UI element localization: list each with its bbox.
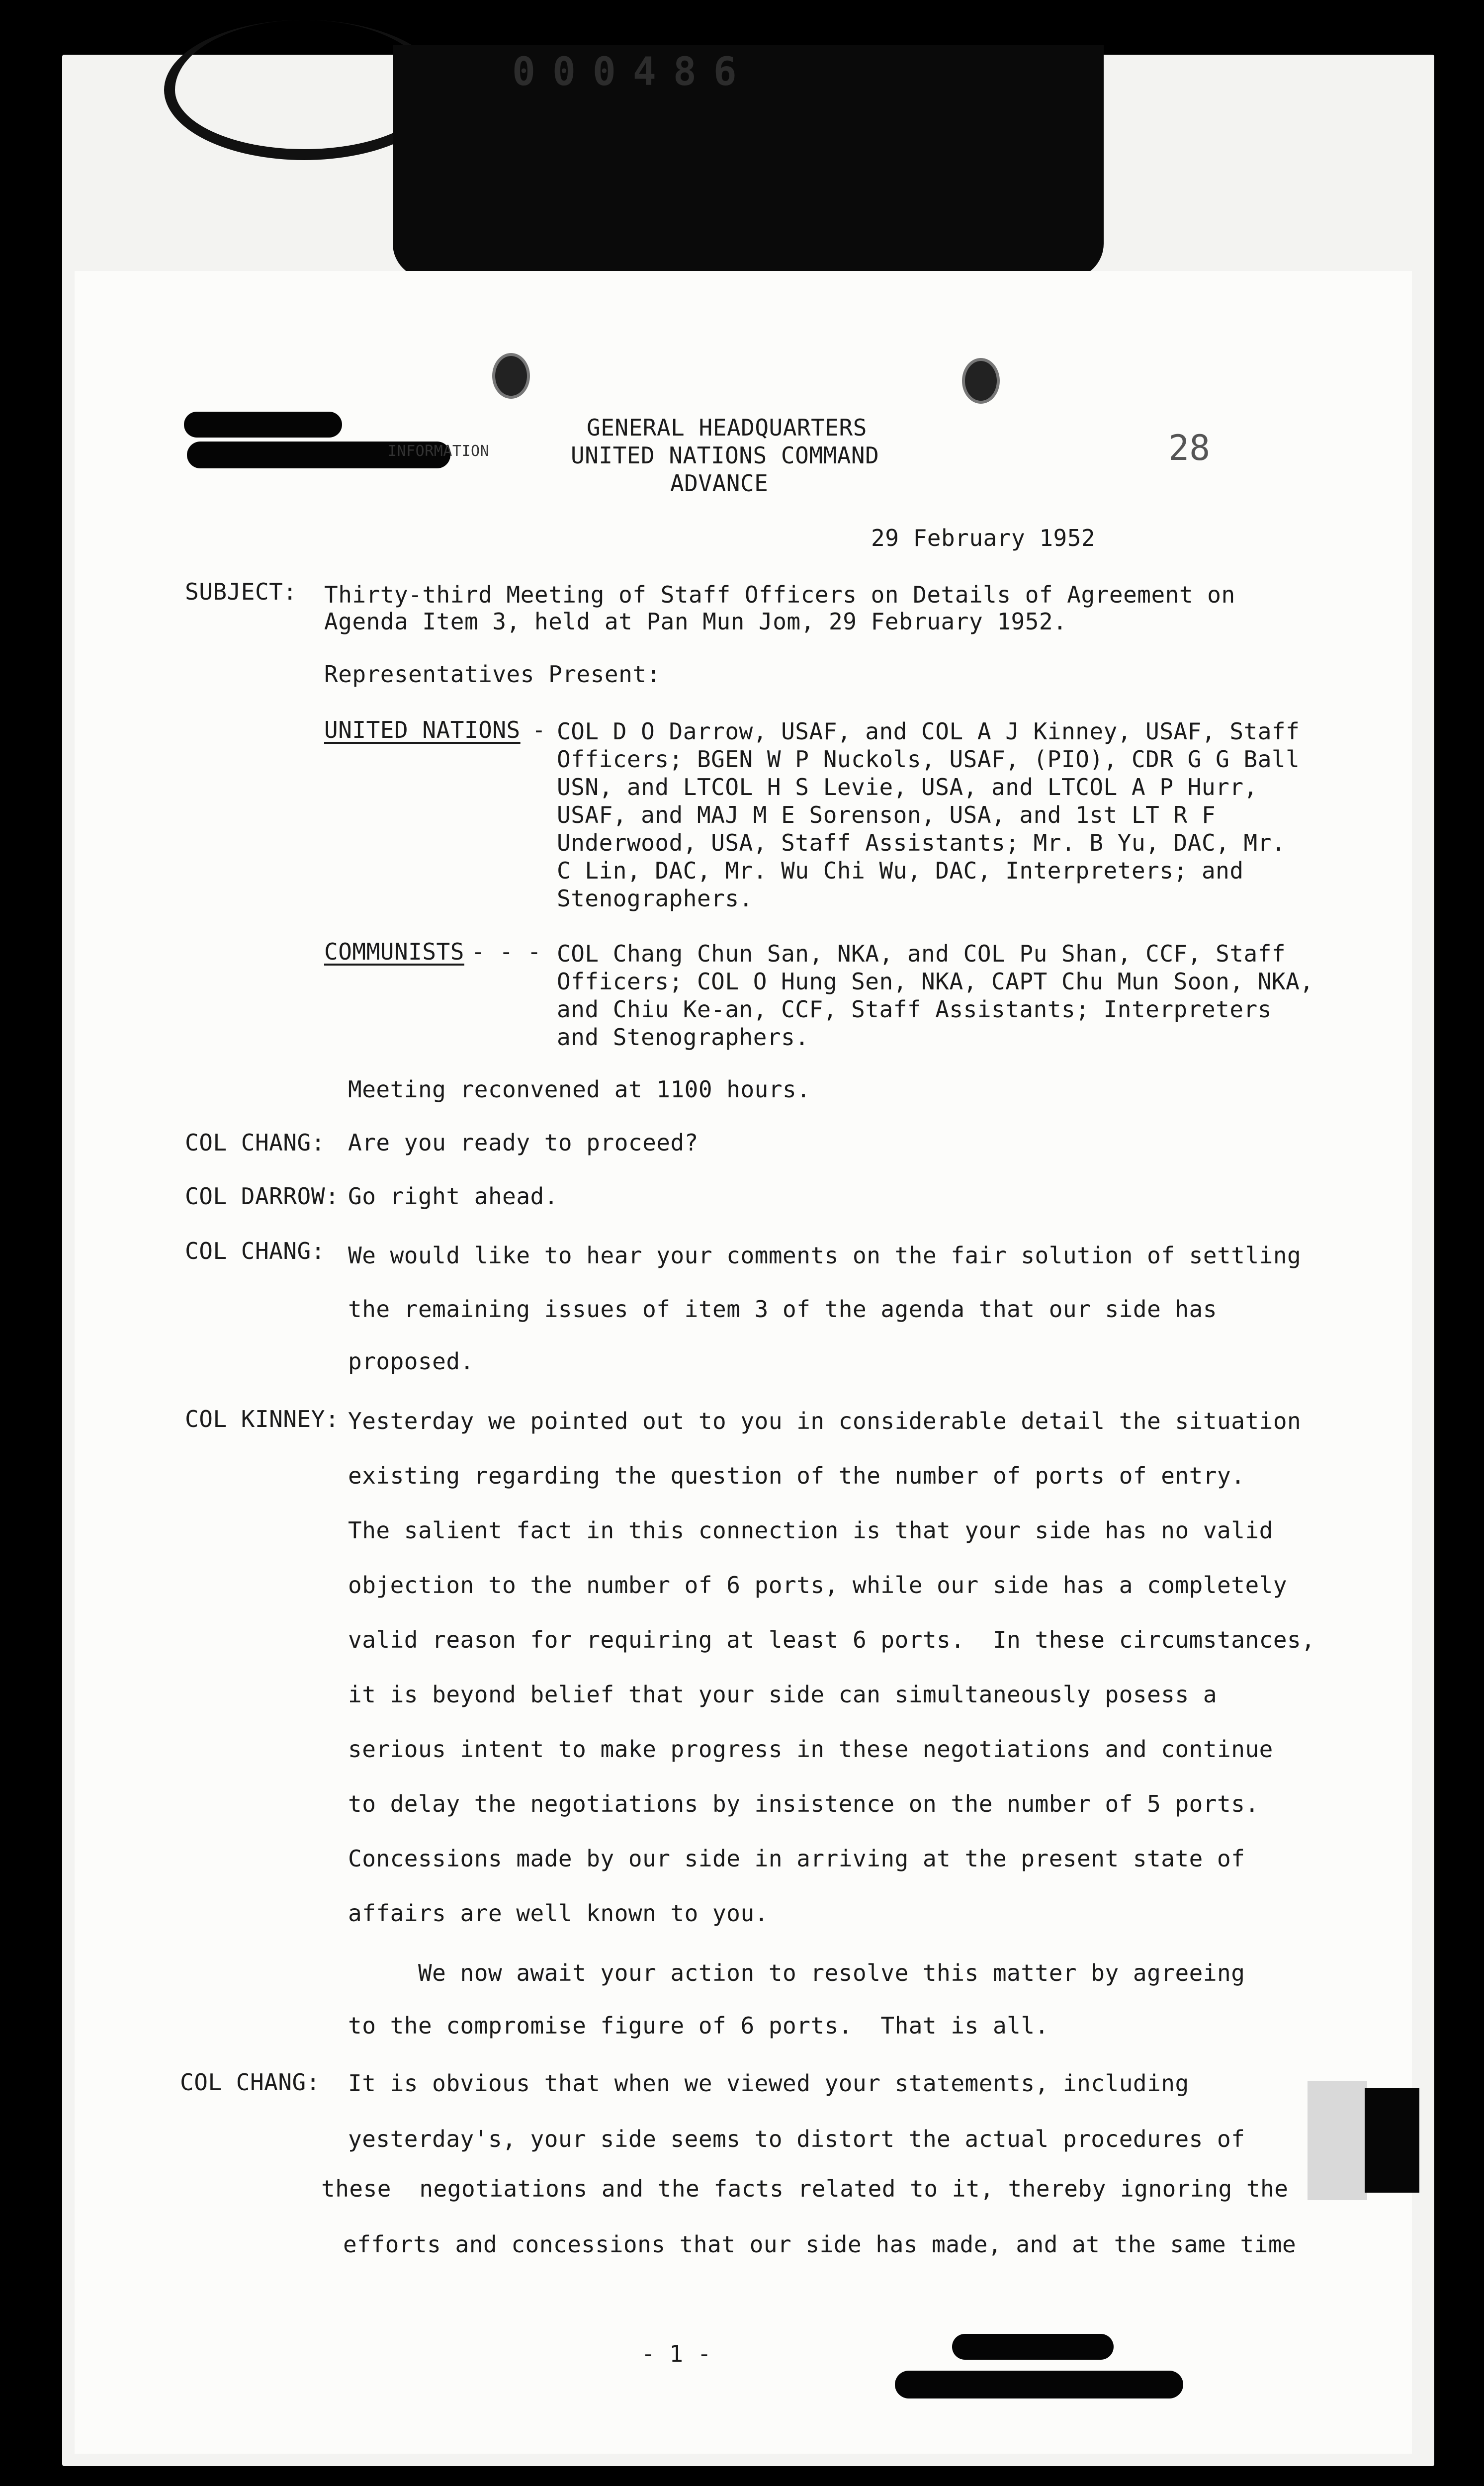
un-attendee-line: Officers; BGEN W P Nuckols, USAF, (PIO), CDR G G Ball — [557, 746, 1300, 773]
statement-line: efforts and concessions that our side has made, and at the same time — [343, 2231, 1297, 2258]
statement-line: existing regarding the question of the number of ports of entry. — [348, 1462, 1245, 1489]
representatives-heading: Representatives Present: — [324, 661, 661, 688]
subject-label: SUBJECT: — [185, 578, 297, 605]
statement-line: to the compromise figure of 6 ports. That is all. — [348, 2012, 1049, 2039]
statement-line: yesterday's, your side seems to distort the actual procedures of — [348, 2126, 1245, 2152]
un-attendee-line: USN, and LTCOL H S Levie, USA, and LTCOL A P Hurr, — [557, 774, 1258, 800]
communist-attendee-line: COL Chang Chun San, NKA, and COL Pu Shan, CCF, Staff — [557, 940, 1286, 967]
un-attendee-line: C Lin, DAC, Mr. Wu Chi Wu, DAC, Interpreters; and — [557, 857, 1244, 884]
un-dash: - — [532, 716, 546, 743]
punch-hole-right — [962, 358, 1000, 404]
un-attendee-line: COL D O Darrow, USAF, and COL A J Kinney, USAF, Staff — [557, 718, 1300, 745]
subject-line: Thirty-third Meeting of Staff Officers on Details of Agreement on — [324, 581, 1235, 608]
edge-tab — [1308, 2081, 1367, 2200]
communist-attendee-line: and Stenographers. — [557, 1024, 809, 1051]
un-attendee-line: Underwood, USA, Staff Assistants; Mr. B Yu, DAC, Mr. — [557, 829, 1286, 856]
speaker-label: COL CHANG: — [185, 1238, 325, 1264]
subject-line: Agenda Item 3, held at Pan Mun Jom, 29 February 1952. — [324, 608, 1067, 635]
communists-dash: - - - — [471, 938, 541, 965]
punch-hole-left — [492, 353, 530, 399]
redaction-bar — [952, 2334, 1114, 2360]
statement-line: It is obvious that when we viewed your statements, including — [348, 2070, 1189, 2097]
statement-line: proposed. — [348, 1348, 474, 1375]
page-number: - 1 - — [641, 2340, 711, 2367]
statement-line: We would like to hear your comments on the fair solution of settling — [348, 1242, 1302, 1269]
stamp-number: 000486 — [512, 50, 754, 94]
un-attendee-line: USAF, and MAJ M E Sorenson, USA, and 1st LT R F — [557, 801, 1216, 828]
reconvened-note: Meeting reconvened at 1100 hours. — [348, 1076, 811, 1103]
document-date: 29 February 1952 — [871, 525, 1096, 551]
edge-tab — [1365, 2088, 1419, 2193]
statement-line: objection to the number of 6 ports, while our side has a completely — [348, 1572, 1288, 1598]
statement-line: affairs are well known to you. — [348, 1900, 769, 1927]
statement-line: to delay the negotiations by insistence on the number of 5 ports. — [348, 1790, 1259, 1817]
speaker-label: COL CHANG: — [185, 1129, 325, 1156]
statement-line: the remaining issues of item 3 of the agenda that our side has — [348, 1296, 1218, 1323]
handwritten-page-mark: 28 — [1168, 428, 1211, 468]
redaction-bar — [895, 2371, 1183, 2398]
communist-attendee-line: Officers; COL O Hung Sen, NKA, CAPT Chu Mun Soon, NKA, — [557, 968, 1314, 995]
un-attendee-line: Stenographers. — [557, 885, 753, 912]
un-label: UNITED NATIONS — [324, 716, 521, 743]
speaker-label: COL DARROW: — [185, 1183, 340, 1210]
statement-line: these negotiations and the facts related to it, thereby ignoring the — [321, 2175, 1289, 2202]
statement-line: The salient fact in this connection is that your side has no valid — [348, 1517, 1273, 1544]
header-line-2: UNITED NATIONS COMMAND — [571, 442, 879, 469]
header-line-1: GENERAL HEADQUARTERS — [587, 414, 867, 441]
speaker-label: COL CHANG: — [180, 2069, 320, 2096]
communist-attendee-line: and Chiu Ke-an, CCF, Staff Assistants; Interpreters — [557, 996, 1272, 1023]
classification-fragment: INFORMATION — [388, 443, 490, 460]
statement-line: Go right ahead. — [348, 1183, 558, 1210]
statement-line: Yesterday we pointed out to you in considerable detail the situation — [348, 1408, 1302, 1434]
communists-label: COMMUNISTS — [324, 938, 464, 965]
statement-line: Are you ready to proceed? — [348, 1129, 698, 1156]
statement-line: it is beyond belief that your side can simultaneously posess a — [348, 1681, 1218, 1708]
statement-line: serious intent to make progress in these negotiations and continue — [348, 1736, 1273, 1763]
statement-line: Concessions made by our side in arriving at the present state of — [348, 1845, 1245, 1872]
statement-line: We now await your action to resolve this matter by agreeing — [348, 1959, 1245, 1986]
statement-line: valid reason for requiring at least 6 ports. In these circumstances, — [348, 1626, 1315, 1653]
header-line-3: ADVANCE — [670, 470, 769, 497]
speaker-label: COL KINNEY: — [185, 1406, 340, 1432]
redaction-bar — [184, 412, 342, 438]
